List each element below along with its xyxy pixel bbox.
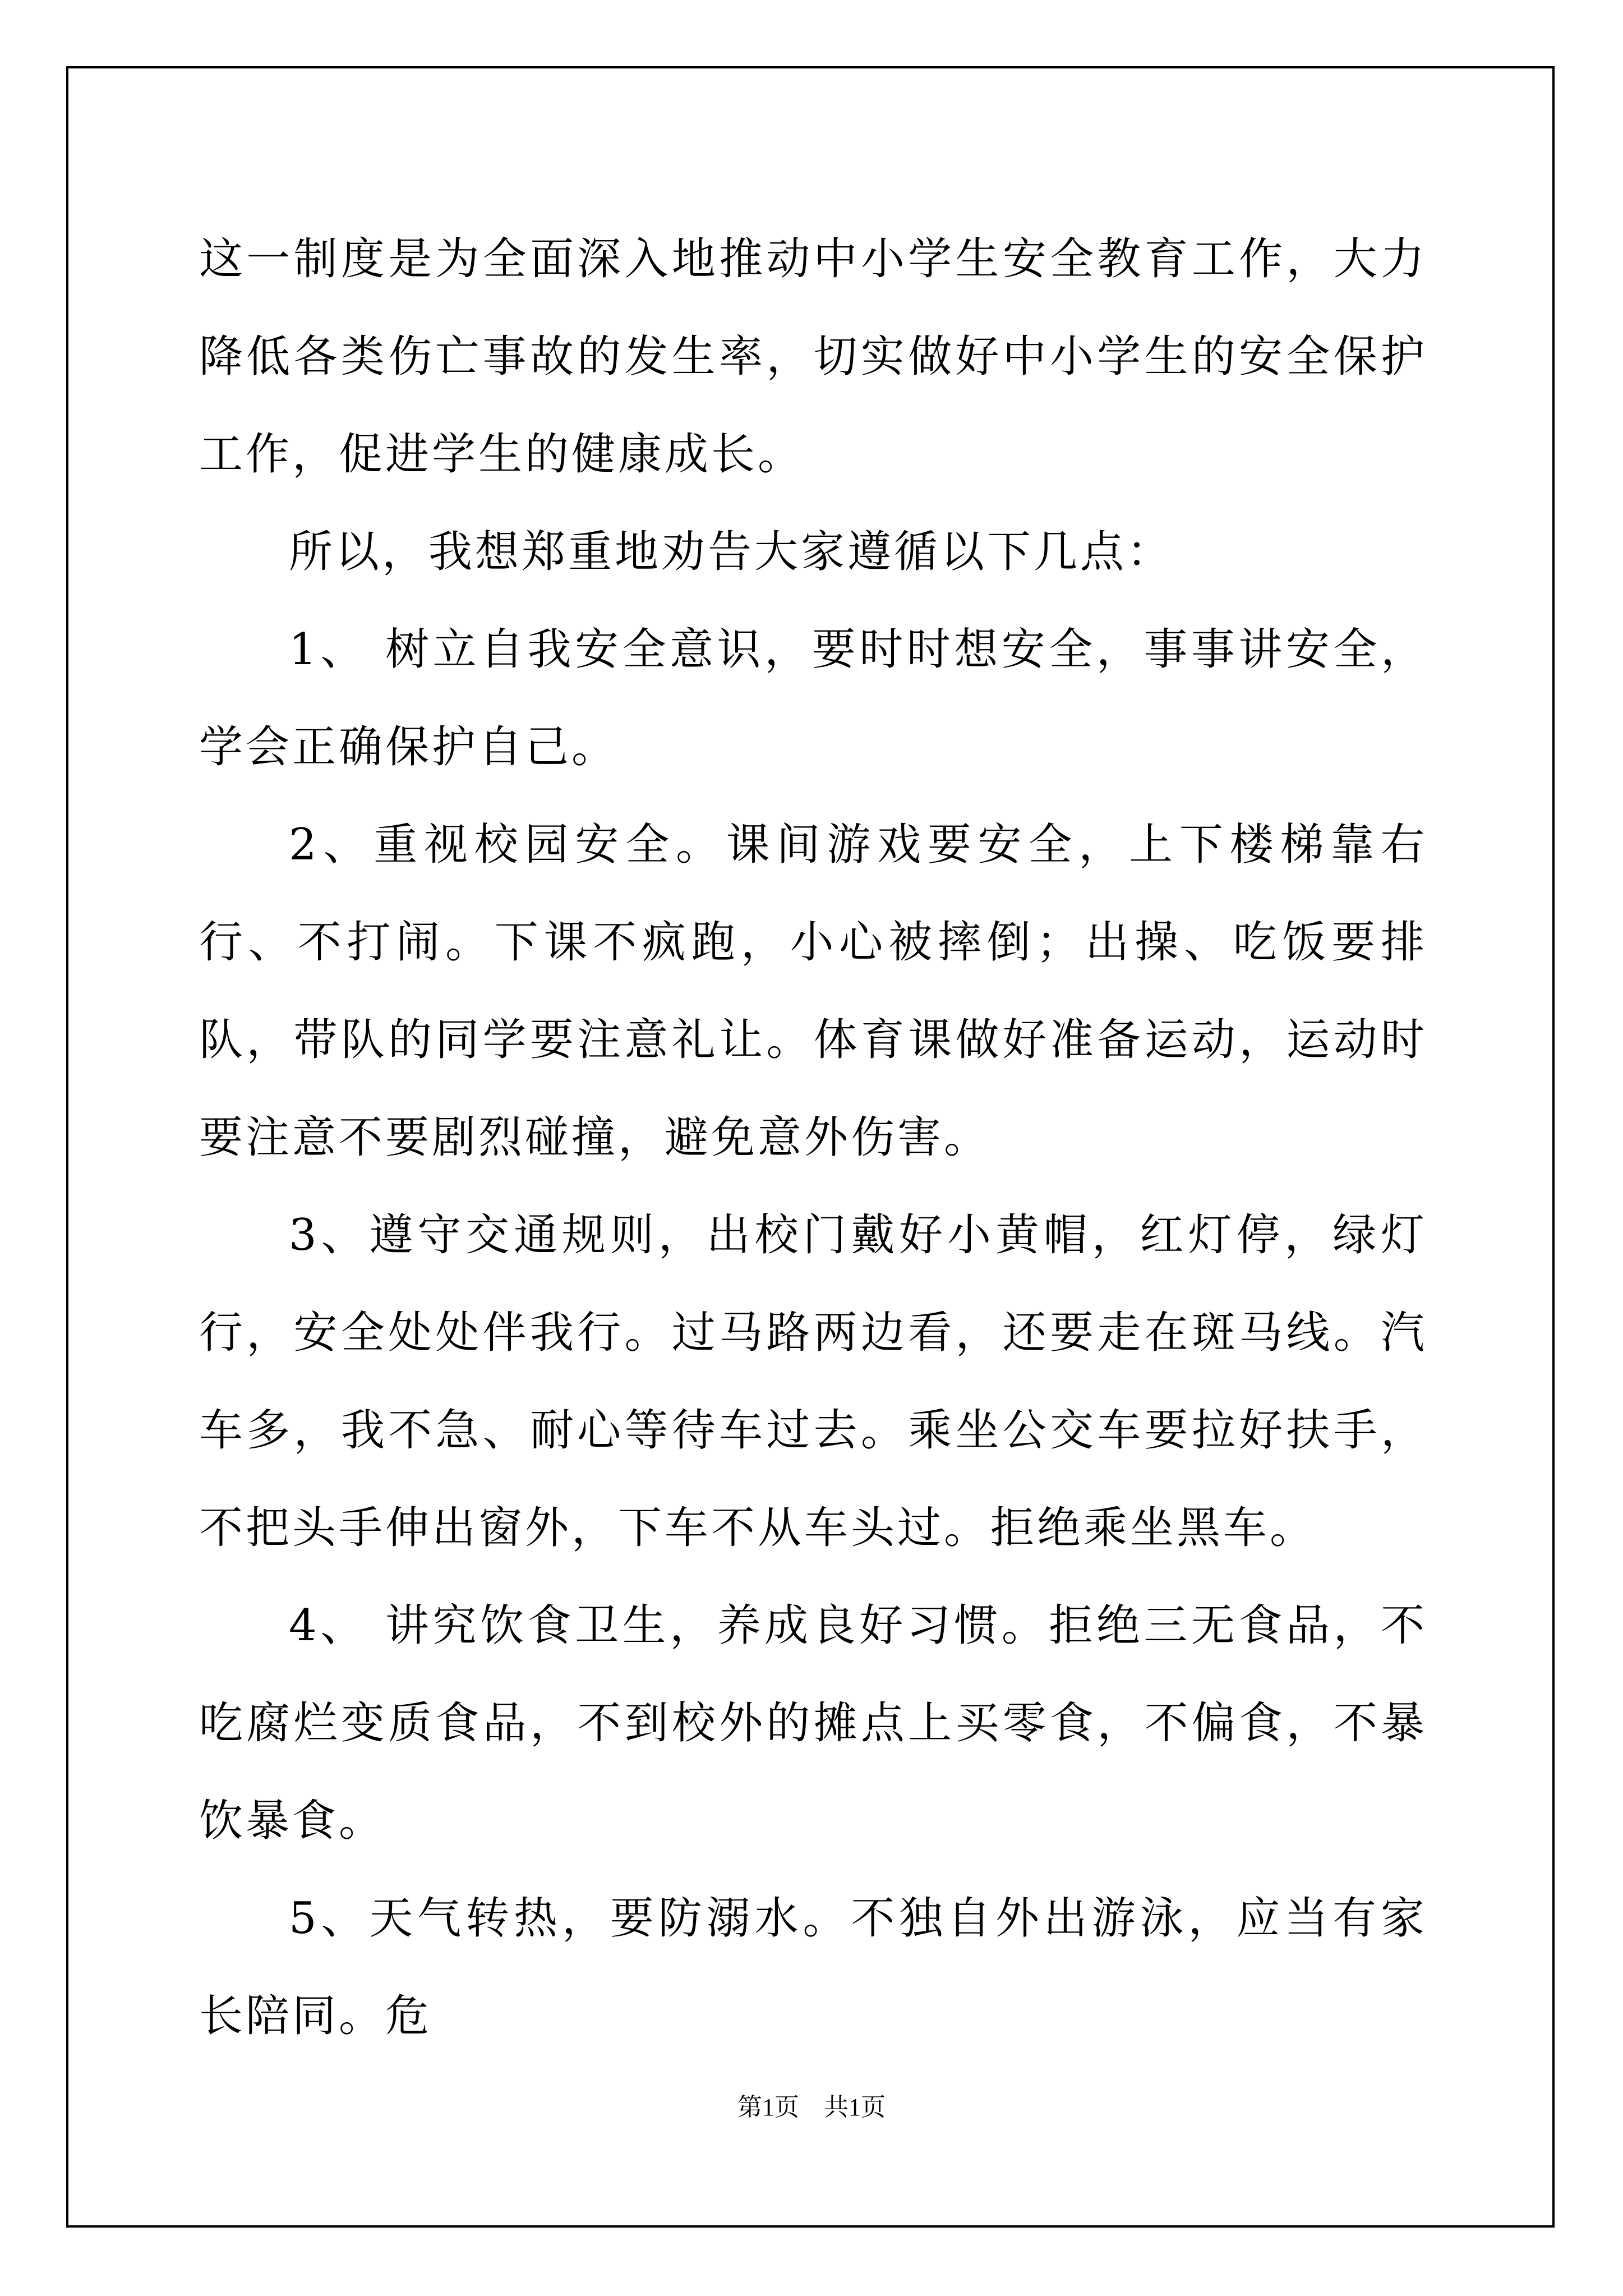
paragraph-2: 所以，我想郑重地劝告大家遵循以下几点：: [289, 527, 1174, 577]
paragraph-4: 2、重视校园安全。课间游戏要安全，上下楼梯靠右行、不打闹。下课不疯跑，小心被摔倒；出操、吃饭要排队，带队的同学要注意礼让。体育课做好准备运动，运动时要注意不要剧烈碰撞，避免意外伤害。: [199, 820, 1427, 1163]
paragraph-5: 3、遵守交通规则，出校门戴好小黄帽，红灯停，绿灯行，安全处处伴我行。过马路两边看，还要走在斑马线。汽车多，我不急、耐心等待车过去。乘坐公交车要拉好扶手，不把头手伸出窗外，下车不从车头过。拒绝乘坐黑车。: [199, 1210, 1427, 1553]
document-body: [199, 210, 1427, 2065]
paragraph-6: 4、 讲究饮食卫生，养成良好习惯。拒绝三无食品，不吃腐烂变质食品，不到校外的摊点上买零食，不偏食，不暴饮暴食。: [199, 1600, 1427, 1846]
paragraph-3: 1、 树立自我安全意识，要时时想安全，事事讲安全，学会正确保护自己。: [199, 624, 1427, 772]
paragraph-7: 5、天气转热，要防溺水。不独自外出游泳，应当有家长陪同。危: [199, 1893, 1427, 2041]
paragraph-1: 这一制度是为全面深入地推动中小学生安全教育工作，大力降低各类伤亡事故的发生率，切实做好中小学生的安全保护工作，促进学生的健康成长。: [199, 234, 1427, 480]
page-footer: 第1页 共1页: [737, 2093, 886, 2121]
